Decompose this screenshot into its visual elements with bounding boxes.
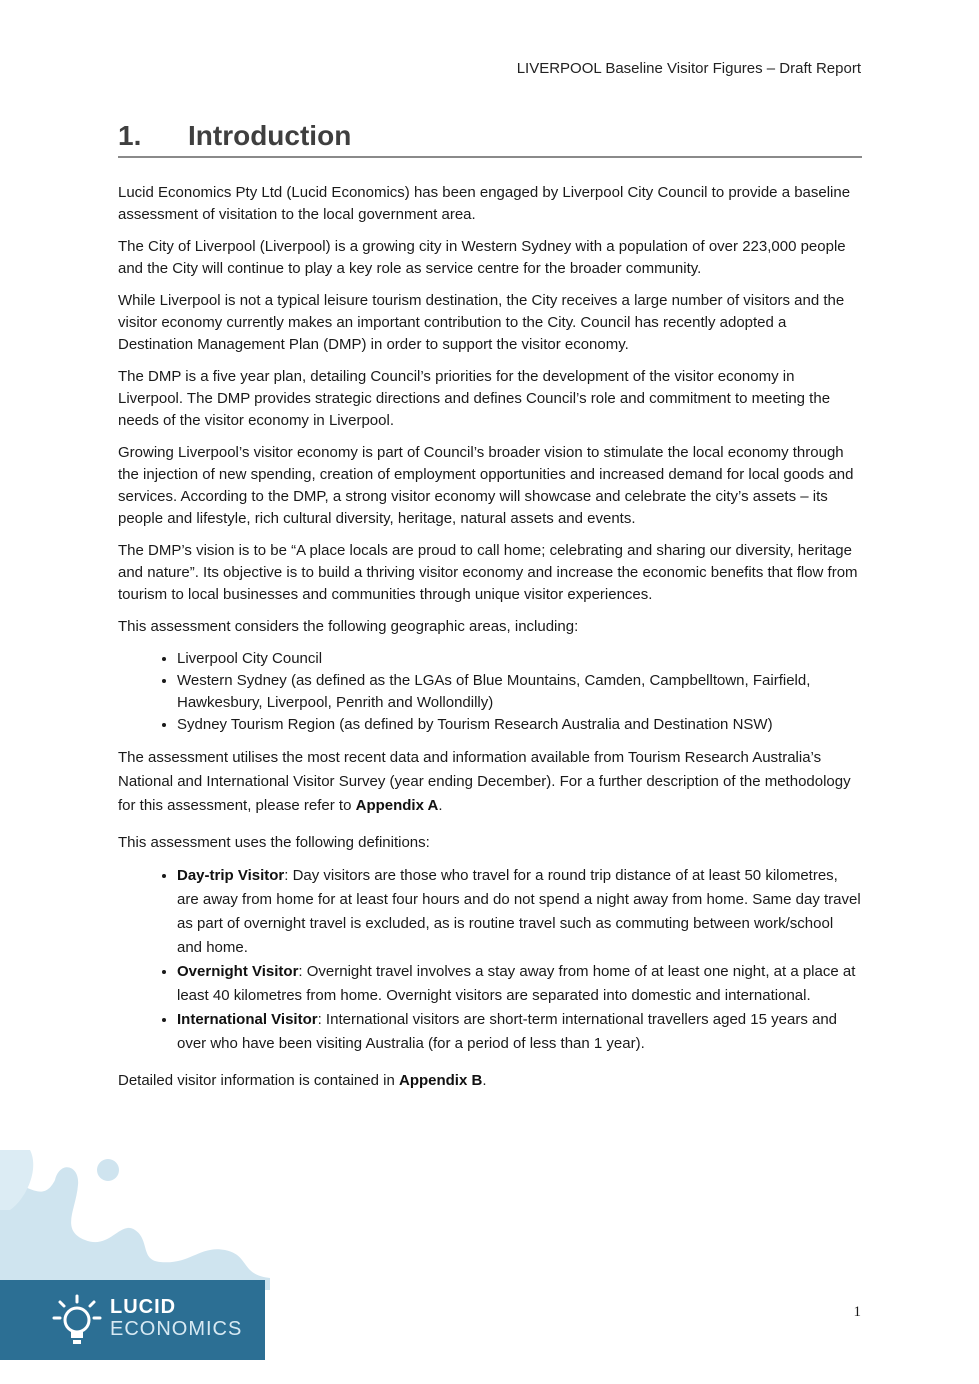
lightbulb-icon <box>52 1294 102 1348</box>
methodology-paragraph <box>118 746 862 818</box>
definition-text: : Overnight travel involves a stay away from home of at least one night, at a place at least 40 kilometres from home. Overnight visitors are separated into domestic and international. <box>177 963 856 1004</box>
definition-term: Day-trip Visitor <box>177 867 285 884</box>
list-item: • Western Sydney (as defined as the LGAs of Blue Mountains, Camden, Campbelltown, Fairfield, Hawkesbury, Liverpool, Penrith and Wollondilly) <box>177 670 862 714</box>
list-item: • Liverpool City Council <box>177 648 862 670</box>
closing-paragraph <box>118 1070 862 1092</box>
paragraph: This assessment considers the following geographic areas, including: <box>118 618 579 635</box>
methodology-end: . <box>438 797 443 814</box>
page-number: 1 <box>853 1304 861 1320</box>
closing-text: Detailed visitor information is contained in <box>118 1072 399 1089</box>
decorative-splash-graphic <box>0 1150 330 1290</box>
definition-term: International Visitor <box>177 1011 318 1028</box>
definition-term: Overnight Visitor <box>177 963 299 980</box>
section-heading <box>118 120 862 158</box>
closing-end: . <box>482 1072 487 1089</box>
page-header: LIVERPOOL Baseline Visitor Figures – Draft Report <box>516 60 861 77</box>
appendix-b-reference: Appendix B <box>398 1072 483 1089</box>
definition-text: : International visitors are short-term international travellers aged 15 years and over who have been visiting Australia (for a period of less than 1 year). <box>177 1011 838 1052</box>
logo-wordmark <box>110 1296 242 1340</box>
definition-item <box>177 960 862 1008</box>
logo-banner <box>0 1280 265 1360</box>
paragraph: The DMP’s vision is to be “A place locals are proud to call home; celebrating and sharing our diversity, heritage and nature”. Its objective is to build a thriving visitor economy and increase the economic benefits that flow from tourism to local businesses and communities through unique visitor experiences. <box>118 542 858 603</box>
list-item: • Sydney Tourism Region (as defined by Tourism Research Australia and Destination NSW) <box>177 714 862 736</box>
paragraph: Lucid Economics Pty Ltd (Lucid Economics) has been engaged by Liverpool City Council to provide a baseline assessment of visitation to the local government area. <box>118 184 851 223</box>
definition-item <box>177 864 862 960</box>
document-body <box>118 182 862 1102</box>
paragraph: Growing Liverpool’s visitor economy is part of Council’s broader vision to stimulate the local economy through the injection of new spending, creation of employment opportunities and increased demand for local goods and services. According to the DMP, a strong visitor economy will showcase and celebrate the city’s assets – its people and lifestyle, rich cultural diversity, heritage, natural assets and events. <box>118 444 854 527</box>
definition-text: : Day visitors are those who travel for a round trip distance of at least 50 kilometres, are away from home for at least four hours and do not spend a night away from home. Same day travel as part of overnight travel is excluded, as is routine travel such as commuting between work/school and home. <box>177 867 861 956</box>
logo-line-1: LUCID <box>110 1296 177 1318</box>
paragraph: The City of Liverpool (Liverpool) is a growing city in Western Sydney with a population of over 223,000 people and the City will continue to play a key role as service centre for the broader community. <box>118 238 846 277</box>
definitions-list <box>118 864 862 1056</box>
appendix-a-reference: Appendix A <box>355 797 439 814</box>
paragraph: The DMP is a five year plan, detailing Council’s priorities for the development of the visitor economy in Liverpool. The DMP provides strategic directions and defines Council’s role and commitment to meeting the needs of the visitor economy in Liverpool. <box>118 368 831 429</box>
section-title: Introduction <box>188 120 352 151</box>
paragraph: While Liverpool is not a typical leisure tourism destination, the City receives a large number of visitors and the visitor economy currently makes an important contribution to the City. Council has recently adopted a Destination Management Plan (DMP) in order to support the visitor economy. <box>118 292 845 353</box>
definition-item <box>177 1008 862 1056</box>
section-number: 1. <box>118 120 142 151</box>
geographic-areas-list <box>118 648 862 736</box>
methodology-text: The assessment utilises the most recent data and information available from Tourism Research Australia’s National and International Visitor Survey (year ending December). For a further description of the methodology for this assessment, please refer to <box>118 749 851 814</box>
definitions-intro: This assessment uses the following definitions: <box>118 834 430 851</box>
logo-line-2: ECONOMICS <box>110 1318 243 1340</box>
